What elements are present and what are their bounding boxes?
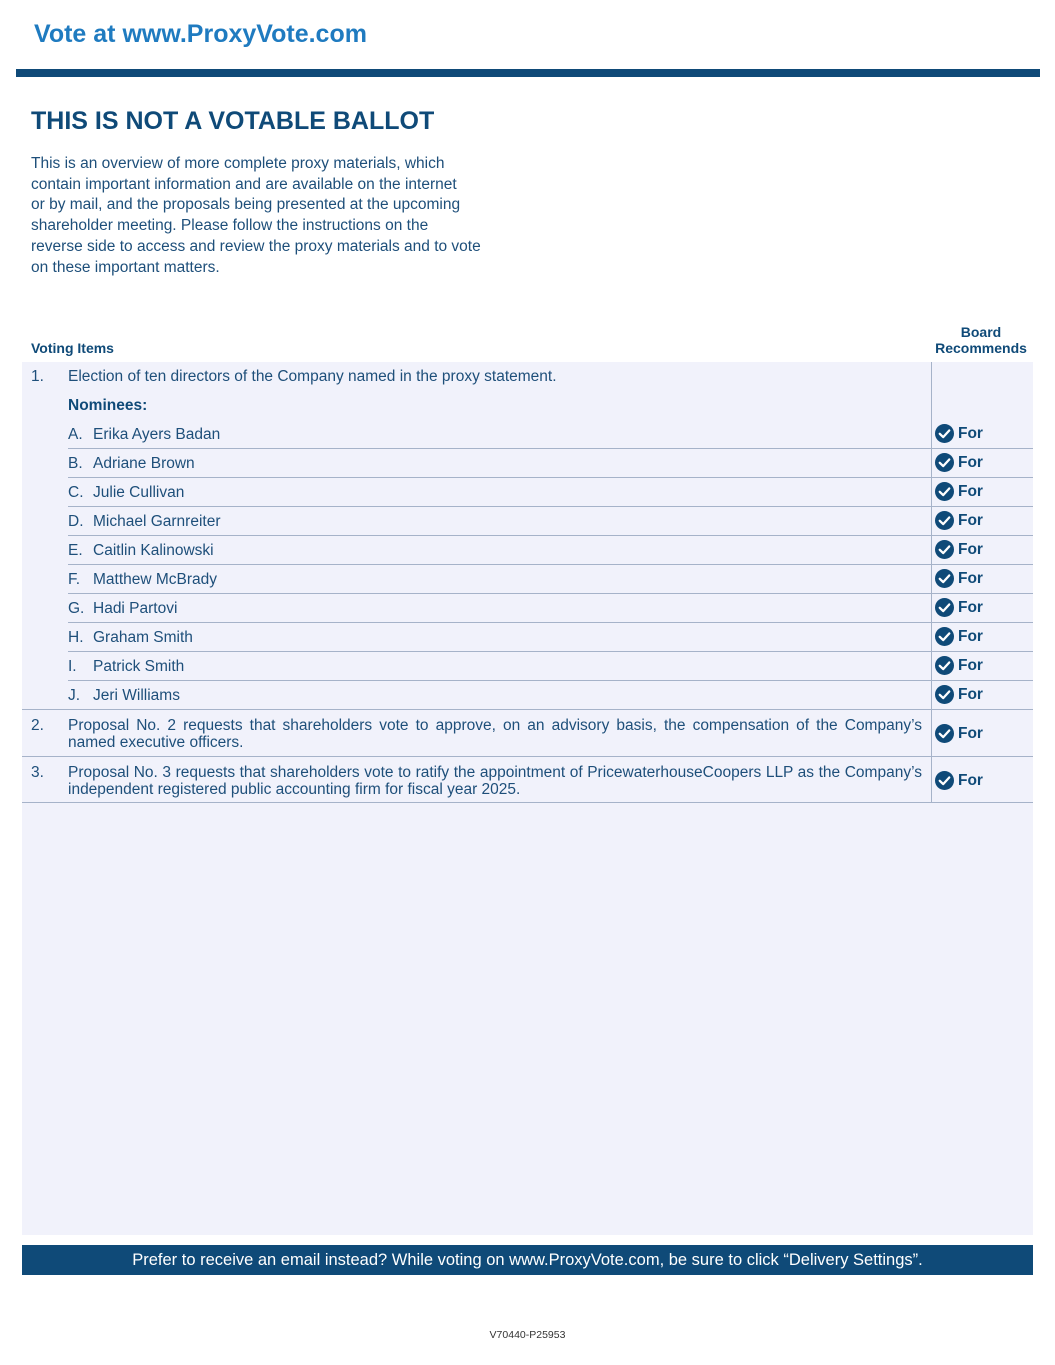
row-divider (22, 802, 1033, 803)
check-circle-icon (935, 771, 954, 790)
check-circle-icon (935, 685, 954, 704)
check-circle-icon (935, 627, 954, 646)
check-circle-icon (935, 453, 954, 472)
intro-line: or by mail, and the proposals being presented at the upcoming (31, 196, 461, 214)
recommendation-label: For (958, 569, 983, 587)
recommendation-label: For (958, 656, 983, 674)
item-number: 2. (31, 717, 44, 734)
nominee-row (22, 681, 1033, 710)
nominee-row (22, 478, 1033, 507)
nominee-name: Hadi Partovi (93, 600, 178, 617)
recommendation (935, 598, 983, 617)
nominee-letter: D. (68, 513, 84, 530)
item-text: Proposal No. 2 requests that shareholders vote to approve, on an advisory basis, the compensation of the Company’s named executive officers. (68, 717, 922, 751)
nominee-name: Patrick Smith (93, 658, 185, 675)
recommendation (935, 569, 983, 588)
recommendation-label: For (958, 453, 983, 471)
board-recommends-header (926, 324, 1036, 356)
nominee-letter: J. (68, 687, 81, 704)
nominee-letter: E. (68, 542, 83, 559)
header-title: Vote at www.ProxyVote.com (34, 20, 367, 48)
nominee-name: Julie Cullivan (93, 484, 185, 501)
check-circle-icon (935, 511, 954, 530)
check-circle-icon (935, 569, 954, 588)
nominee-letter: B. (68, 455, 83, 472)
intro-line: reverse side to access and review the proxy materials and to vote (31, 237, 481, 255)
check-circle-icon (935, 656, 954, 675)
nominee-letter: H. (68, 629, 84, 646)
recommendation-label: For (958, 685, 983, 703)
recommendation (935, 511, 983, 530)
board-header-line: Board (960, 324, 1002, 340)
recommendation-label: For (958, 771, 983, 789)
nominee-name: Michael Garnreiter (93, 513, 221, 530)
item-text: Election of ten directors of the Company named in the proxy statement. (68, 368, 557, 385)
nominee-name: Erika Ayers Badan (93, 426, 221, 443)
check-circle-icon (935, 724, 954, 743)
nominee-row (22, 420, 1033, 449)
nominee-name: Matthew McBrady (93, 571, 218, 588)
voting-item-1 (22, 366, 1033, 388)
nominees-label: Nominees: (68, 397, 148, 414)
recommendation-label: For (958, 724, 983, 742)
intro-line: This is an overview of more complete proxy materials, which (31, 155, 445, 172)
nominee-row (22, 623, 1033, 652)
recommendation (935, 656, 983, 675)
recommendation (935, 540, 983, 559)
recommendation-label: For (958, 424, 983, 442)
voting-item-2 (22, 710, 1033, 757)
recommendation (935, 685, 983, 704)
check-circle-icon (935, 482, 954, 501)
email-delivery-banner: Prefer to receive an email instead? While voting on www.ProxyVote.com, be sure to click “Delivery Settings”. (22, 1245, 1033, 1275)
nominee-letter: G. (68, 600, 85, 617)
voting-item-3 (22, 757, 1033, 804)
recommendation (935, 771, 983, 790)
recommendation (935, 424, 983, 443)
nominee-letter: F. (68, 571, 81, 588)
nominee-name: Adriane Brown (93, 455, 195, 472)
nominee-row (22, 507, 1033, 536)
voting-items-header: Voting Items (31, 340, 114, 356)
recommendation (935, 453, 983, 472)
recommendation-label: For (958, 482, 983, 500)
check-circle-icon (935, 598, 954, 617)
recommendation (935, 482, 983, 501)
board-header-line: Recommends (935, 340, 1027, 356)
intro-line: contain important information and are available on the internet (31, 175, 457, 193)
recommendation-label: For (958, 540, 983, 558)
recommendation (935, 627, 983, 646)
nominee-name: Jeri Williams (93, 687, 180, 704)
nominee-row (22, 652, 1033, 681)
recommendation (935, 724, 983, 743)
recommendation-label: For (958, 598, 983, 616)
nominee-letter: A. (68, 426, 83, 443)
item-number: 3. (31, 764, 44, 781)
notice-heading: THIS IS NOT A VOTABLE BALLOT (31, 107, 435, 135)
intro-line: on these important matters. (31, 258, 220, 276)
nominee-row (22, 536, 1033, 565)
intro-line: shareholder meeting. Please follow the instructions on the (31, 217, 429, 235)
recommendation-label: For (958, 627, 983, 645)
nominee-row (22, 565, 1033, 594)
item-text: Proposal No. 3 requests that shareholders vote to ratify the appointment of PricewaterhouseCoopers LLP as the Company’s independent registered public accounting firm for fiscal year 2025. (68, 764, 922, 798)
nominee-name: Caitlin Kalinowski (93, 542, 214, 559)
nominee-letter: C. (68, 484, 84, 501)
nominees-label-row (22, 395, 1033, 417)
check-circle-icon (935, 540, 954, 559)
intro-paragraph (31, 154, 531, 278)
item-number: 1. (31, 368, 44, 385)
control-number: V70440-P25953 (489, 1329, 566, 1341)
recommendation-label: For (958, 511, 983, 529)
check-circle-icon (935, 424, 954, 443)
nominee-name: Graham Smith (93, 629, 193, 646)
nominee-row (22, 594, 1033, 623)
nominee-row (22, 449, 1033, 478)
header-divider (16, 69, 1040, 77)
nominee-letter: I. (68, 658, 77, 675)
